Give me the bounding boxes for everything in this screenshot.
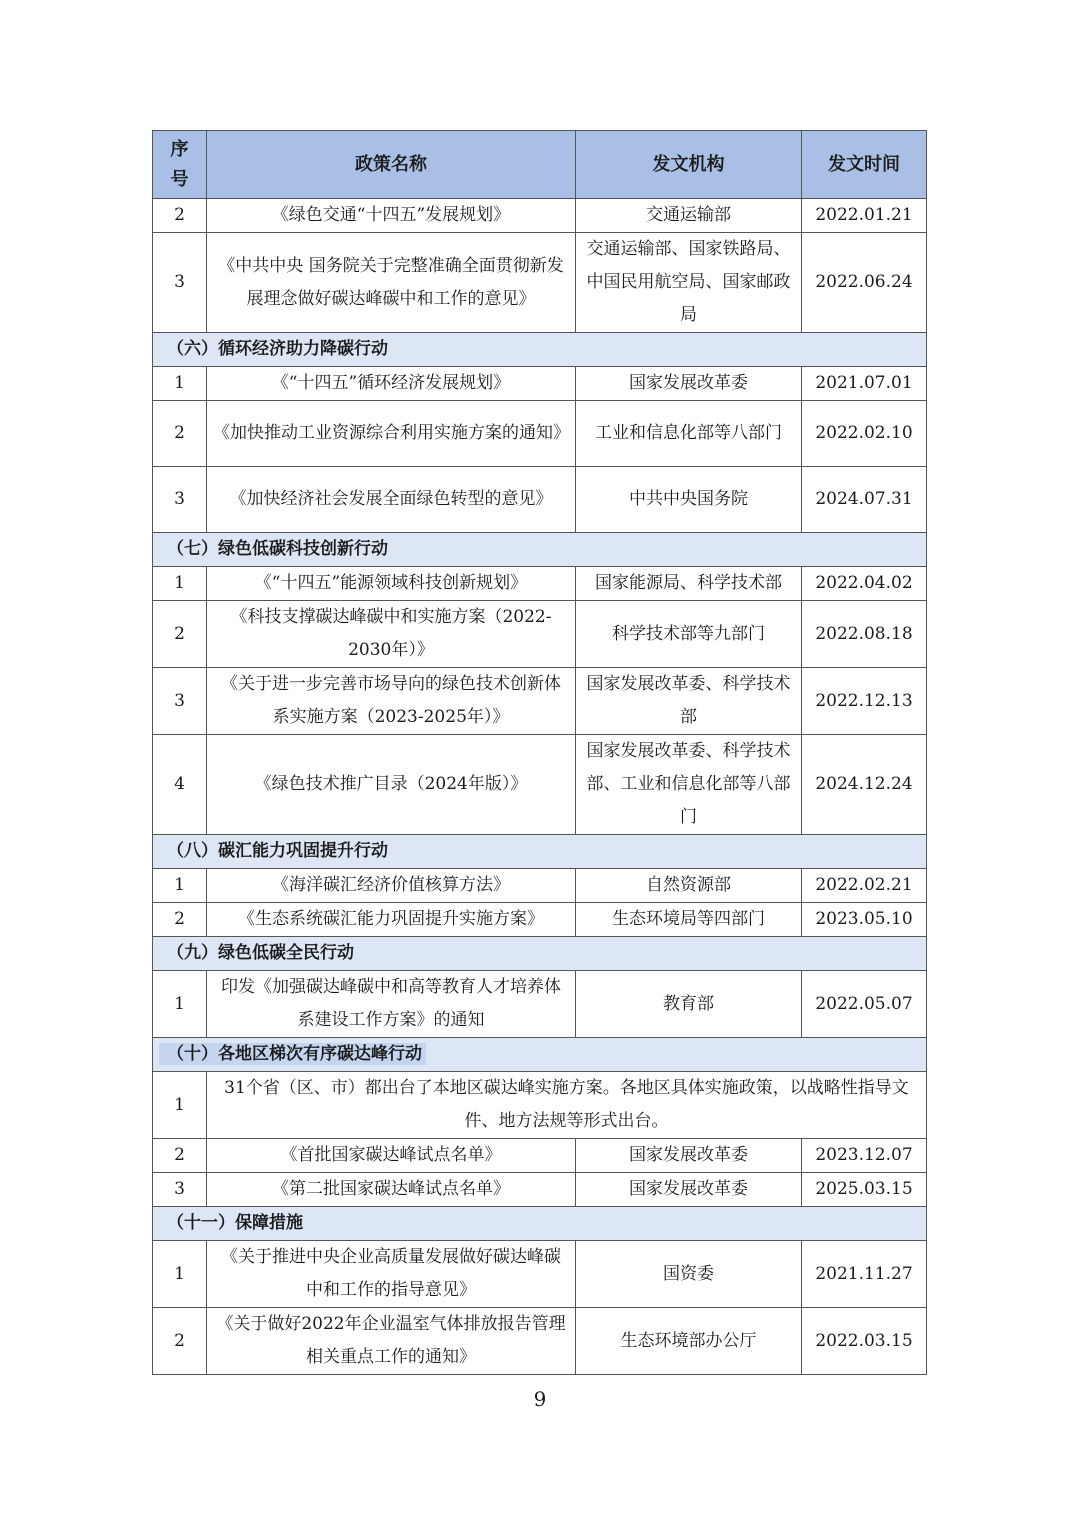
header-date: 发文时间 — [802, 131, 927, 199]
row-date: 2023.05.10 — [802, 903, 927, 937]
row-seq: 1 — [153, 1241, 207, 1308]
row-seq: 1 — [153, 971, 207, 1038]
row-seq: 2 — [153, 1139, 207, 1173]
row-seq: 3 — [153, 668, 207, 735]
row-org: 国家发展改革委 — [576, 367, 802, 401]
row-org: 国家发展改革委 — [576, 1173, 802, 1207]
row-date: 2023.12.07 — [802, 1139, 927, 1173]
row-org: 中共中央国务院 — [576, 467, 802, 533]
row-date: 2022.01.21 — [802, 199, 927, 233]
table-row — [153, 199, 927, 233]
row-org: 交通运输部、国家铁路局、中国民用航空局、国家邮政局 — [576, 233, 802, 333]
row-date: 2022.12.13 — [802, 668, 927, 735]
row-seq: 2 — [153, 1308, 207, 1375]
row-policy-name: 《海洋碳汇经济价值核算方法》 — [207, 869, 576, 903]
row-seq: 3 — [153, 467, 207, 533]
section-title: （七）绿色低碳科技创新行动 — [153, 533, 927, 567]
section-title-highlight: （十）各地区梯次有序碳达峰行动 — [159, 1043, 426, 1065]
row-seq: 2 — [153, 401, 207, 467]
section-title: （六）循环经济助力降碳行动 — [153, 333, 927, 367]
table-row — [153, 367, 927, 401]
row-date: 2025.03.15 — [802, 1173, 927, 1207]
section-title: （十一）保障措施 — [153, 1207, 927, 1241]
row-date: 2022.06.24 — [802, 233, 927, 333]
row-org: 交通运输部 — [576, 199, 802, 233]
section-title — [153, 1038, 927, 1072]
row-org: 生态环境局等四部门 — [576, 903, 802, 937]
table-row — [153, 1241, 927, 1308]
row-seq: 1 — [153, 869, 207, 903]
row-policy-name: 《加快推动工业资源综合利用实施方案的通知》 — [207, 401, 576, 467]
row-org: 国家发展改革委、科学技术部 — [576, 668, 802, 735]
row-org: 国家发展改革委、科学技术部、工业和信息化部等八部门 — [576, 735, 802, 835]
row-date: 2022.04.02 — [802, 567, 927, 601]
row-policy-name: 《中共中央 国务院关于完整准确全面贯彻新发展理念做好碳达峰碳中和工作的意见》 — [207, 233, 576, 333]
row-date: 2022.02.10 — [802, 401, 927, 467]
row-policy-name: 印发《加强碳达峰碳中和高等教育人才培养体系建设工作方案》的通知 — [207, 971, 576, 1038]
row-org: 国家发展改革委 — [576, 1139, 802, 1173]
row-seq: 4 — [153, 735, 207, 835]
row-org: 工业和信息化部等八部门 — [576, 401, 802, 467]
row-org: 自然资源部 — [576, 869, 802, 903]
row-seq: 2 — [153, 601, 207, 668]
row-seq: 3 — [153, 233, 207, 333]
section-header — [153, 333, 927, 367]
section-header — [153, 1038, 927, 1072]
header-name: 政策名称 — [207, 131, 576, 199]
table-row — [153, 1308, 927, 1375]
section-title: （八）碳汇能力巩固提升行动 — [153, 835, 927, 869]
row-org: 国资委 — [576, 1241, 802, 1308]
table-row — [153, 668, 927, 735]
row-seq: 1 — [153, 367, 207, 401]
table-row — [153, 971, 927, 1038]
table-row — [153, 401, 927, 467]
row-policy-name: 《“十四五”能源领域科技创新规划》 — [207, 567, 576, 601]
row-policy-name: 《加快经济社会发展全面绿色转型的意见》 — [207, 467, 576, 533]
policy-table — [152, 130, 927, 1375]
table-row — [153, 735, 927, 835]
section-header — [153, 533, 927, 567]
row-policy-name: 《关于推进中央企业高质量发展做好碳达峰碳中和工作的指导意见》 — [207, 1241, 576, 1308]
row-seq: 2 — [153, 903, 207, 937]
row-date: 2021.11.27 — [802, 1241, 927, 1308]
row-seq: 1 — [153, 567, 207, 601]
table-row — [153, 1072, 927, 1139]
row-policy-name: 《“十四五”循环经济发展规划》 — [207, 367, 576, 401]
row-description: 31个省（区、市）都出台了本地区碳达峰实施方案。各地区具体实施政策，以战略性指导文件、地方法规等形式出台。 — [207, 1072, 927, 1139]
row-date: 2022.08.18 — [802, 601, 927, 668]
row-org: 生态环境部办公厅 — [576, 1308, 802, 1375]
row-org: 科学技术部等九部门 — [576, 601, 802, 668]
row-date: 2022.02.21 — [802, 869, 927, 903]
row-seq: 3 — [153, 1173, 207, 1207]
row-policy-name: 《第二批国家碳达峰试点名单》 — [207, 1173, 576, 1207]
row-seq: 2 — [153, 199, 207, 233]
table-row — [153, 869, 927, 903]
row-policy-name: 《绿色交通“十四五”发展规划》 — [207, 199, 576, 233]
row-date: 2022.03.15 — [802, 1308, 927, 1375]
row-seq: 1 — [153, 1072, 207, 1139]
row-date: 2024.07.31 — [802, 467, 927, 533]
section-header — [153, 835, 927, 869]
header-row — [153, 131, 927, 199]
row-policy-name: 《首批国家碳达峰试点名单》 — [207, 1139, 576, 1173]
row-policy-name: 《科技支撑碳达峰碳中和实施方案（2022-2030年）》 — [207, 601, 576, 668]
table-row — [153, 601, 927, 668]
header-seq: 序号 — [153, 131, 207, 199]
header-org: 发文机构 — [576, 131, 802, 199]
table-row — [153, 1173, 927, 1207]
table-row — [153, 1139, 927, 1173]
row-org: 教育部 — [576, 971, 802, 1038]
row-org: 国家能源局、科学技术部 — [576, 567, 802, 601]
row-policy-name: 《关于做好2022年企业温室气体排放报告管理相关重点工作的通知》 — [207, 1308, 576, 1375]
section-title: （九）绿色低碳全民行动 — [153, 937, 927, 971]
section-header — [153, 937, 927, 971]
table-row — [153, 233, 927, 333]
section-header — [153, 1207, 927, 1241]
table-row — [153, 903, 927, 937]
row-date: 2021.07.01 — [802, 367, 927, 401]
row-policy-name: 《关于进一步完善市场导向的绿色技术创新体系实施方案（2023-2025年）》 — [207, 668, 576, 735]
table-row — [153, 567, 927, 601]
page-number: 9 — [533, 1387, 547, 1411]
row-policy-name: 《绿色技术推广目录（2024年版）》 — [207, 735, 576, 835]
row-date: 2022.05.07 — [802, 971, 927, 1038]
row-policy-name: 《生态系统碳汇能力巩固提升实施方案》 — [207, 903, 576, 937]
table-row — [153, 467, 927, 533]
row-date: 2024.12.24 — [802, 735, 927, 835]
